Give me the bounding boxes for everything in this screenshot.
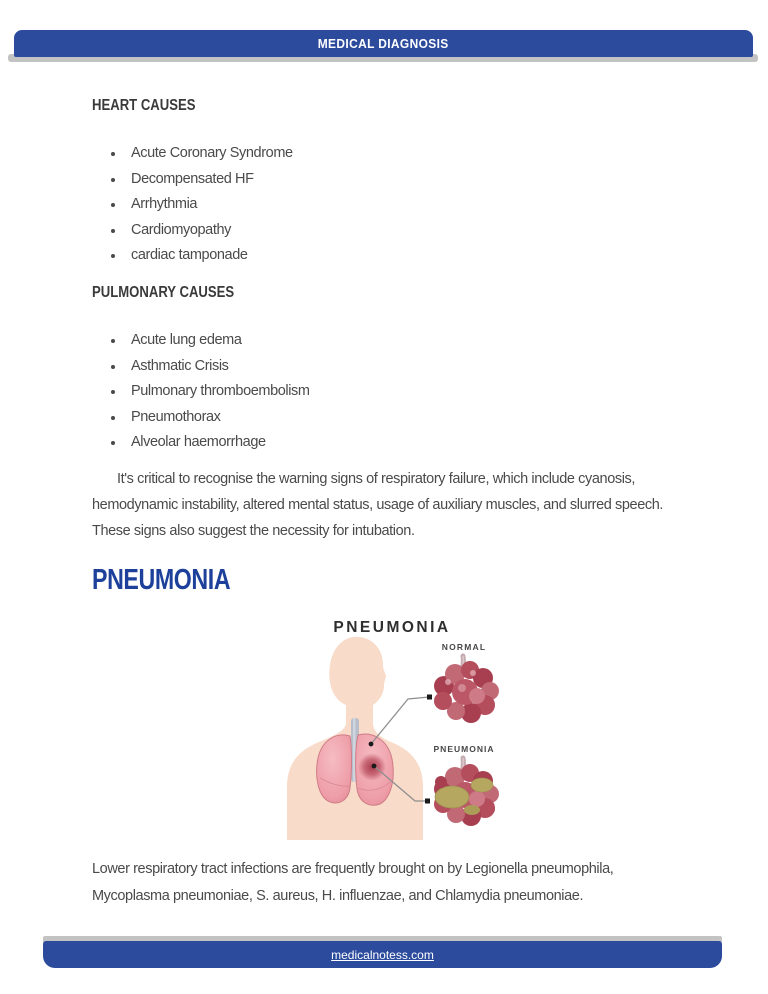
list-item: • Acute Coronary Syndrome bbox=[125, 141, 692, 167]
normal-alveoli-cluster bbox=[434, 656, 499, 723]
header-title: MEDICAL DIAGNOSIS bbox=[318, 36, 449, 51]
trachea-highlight bbox=[353, 718, 356, 782]
list-item: • Arrhythmia bbox=[125, 192, 692, 218]
footer-link[interactable]: medicalnotess.com bbox=[331, 947, 434, 962]
list-item: • Pulmonary thromboembolism bbox=[125, 379, 692, 405]
section-heading-heart-causes: HEART CAUSES bbox=[92, 97, 196, 114]
header-bar bbox=[14, 30, 753, 57]
list-item: • Acute lung edema bbox=[125, 328, 692, 354]
pneumonia-alveoli-cluster bbox=[434, 758, 499, 826]
pneumonia-heading: PNEUMONIA bbox=[92, 563, 231, 596]
list-item: • Asthmatic Crisis bbox=[125, 354, 692, 380]
pneumonia-illustration bbox=[274, 610, 524, 840]
pneumonia-label: PNEUMONIA bbox=[433, 743, 495, 754]
list-item: • Decompensated HF bbox=[125, 167, 692, 193]
normal-label: NORMAL bbox=[441, 641, 487, 652]
respiratory-failure-paragraph: It's critical to recognise the warning signs of respiratory failure, which include cyanosis, hemodynamic instability, altered mental status, usage of auxiliary muscles, and slurred speech. These signs also suggest the necessity for intubation. bbox=[92, 470, 664, 539]
list-item: • cardiac tamponade bbox=[125, 243, 692, 269]
heart-causes-list bbox=[92, 141, 692, 269]
section-heading-pulmonary-causes: PULMONARY CAUSES bbox=[92, 283, 235, 301]
pulmonary-causes-list bbox=[92, 328, 692, 456]
figure-title: PNEUMONIA bbox=[333, 618, 451, 636]
footer-bar bbox=[43, 941, 722, 968]
pneumonia-diagram bbox=[274, 610, 524, 840]
list-item: • Pneumothorax bbox=[125, 405, 692, 431]
infections-paragraph: Lower respiratory tract infections are frequently brought on by Legionella pneumophila, Mycoplasma pneumoniae, S. aureus, H. influenzae, and Chlamydia pneumoniae. bbox=[92, 860, 614, 904]
list-item: • Cardiomyopathy bbox=[125, 218, 692, 244]
content-area bbox=[92, 88, 692, 910]
list-item: • Alveolar haemorrhage bbox=[125, 430, 692, 456]
